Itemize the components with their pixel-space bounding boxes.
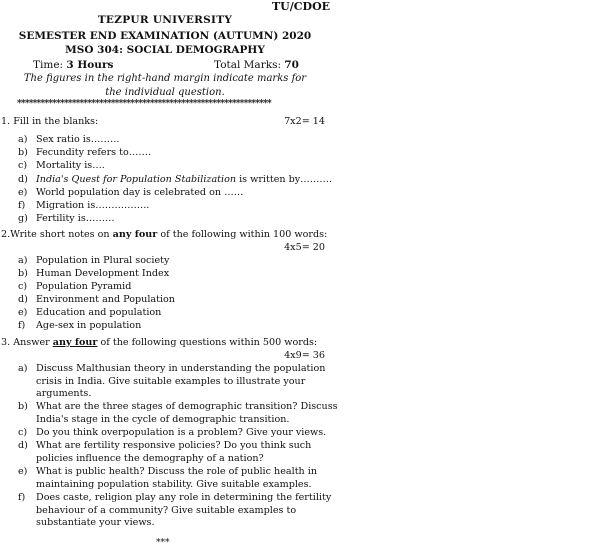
q1-item [18, 147, 151, 159]
q3-item-label: a) [18, 363, 28, 374]
q2-item-label: c) [18, 280, 28, 292]
q2-item-label: d) [18, 293, 28, 305]
q3-item-continuation [18, 479, 312, 491]
q1-marks: 7x2= 14 [284, 116, 325, 127]
q3-item [18, 363, 325, 375]
end-mark: *** [156, 538, 170, 548]
q3-item-continuation [18, 453, 264, 465]
q1-item-text: World population day is celebrated on …… [36, 186, 244, 198]
q2-item [18, 307, 161, 319]
q2-item [18, 255, 169, 267]
q3-item-line: substantiate your views. [36, 517, 155, 529]
q1-item [18, 213, 115, 225]
q2-heading-post: of the following within 100 words: [157, 229, 328, 240]
time-allowed [33, 59, 113, 71]
q3-item-line: behaviour of a community? Give suitable examples to [36, 504, 297, 516]
q2-item-label: e) [18, 306, 28, 318]
q3-item-line: Do you think overpopulation is a problem? Give your views. [36, 427, 327, 439]
q3-item-continuation [18, 414, 289, 426]
q1-item [18, 174, 332, 186]
q3-heading-pre: 3. Answer [1, 337, 53, 348]
q1-heading: 1. Fill in the blanks: [1, 116, 99, 127]
q2-item-text: Age-sex in population [36, 319, 142, 331]
q3-item-label: d) [18, 440, 28, 452]
q1-item-label: g) [18, 213, 28, 225]
q1-item-text: Fertility is……… [36, 213, 115, 225]
q2-heading [1, 229, 327, 241]
q1-item-label: a) [18, 134, 28, 145]
q2-marks: 4x5= 20 [284, 242, 325, 253]
q3-item-label: e) [18, 466, 28, 478]
q3-item-continuation [18, 505, 296, 517]
q3-item-line: What is public health? Discuss the role of public health in [36, 466, 318, 478]
reference-code: TU/CDOE [272, 0, 331, 13]
marks-value: 70 [284, 59, 299, 71]
q3-item-label: f) [18, 492, 26, 503]
time-value: 3 Hours [66, 59, 114, 71]
q3-item-line: maintaining population stability. Give suitable examples. [36, 478, 312, 490]
q3-item-line: arguments. [36, 388, 92, 400]
q3-item-line: What are fertility responsive policies? Do you think such [36, 440, 312, 452]
q3-heading-bold: any four [52, 337, 98, 348]
q2-item-text: Population Pyramid [36, 280, 132, 292]
q3-item [18, 427, 326, 439]
instruction-line-2: the individual question. [105, 87, 225, 98]
q3-item-line: Discuss Malthusian theory in understanding the population [36, 363, 326, 374]
q1-item [18, 160, 105, 172]
university-name: TEZPUR UNIVERSITY [97, 14, 233, 26]
q3-item [18, 440, 311, 452]
q1-item-book-title: India's Quest for Population Stabilization [36, 173, 237, 185]
q2-item-text: Education and population [36, 306, 162, 318]
q3-item [18, 492, 331, 504]
separator: ***************************************************************** [17, 99, 271, 109]
q2-heading-pre: 2.Write short notes on [1, 229, 113, 240]
q3-item-line: crisis in India. Give suitable examples to illustrate your [36, 375, 306, 387]
q3-item-label: c) [18, 427, 28, 439]
q3-item-continuation [18, 376, 305, 388]
q1-item [18, 187, 243, 199]
q1-item-text: Sex ratio is……… [36, 134, 120, 145]
q3-item [18, 401, 338, 413]
q1-item-label: f) [18, 200, 26, 211]
q2-item [18, 294, 175, 306]
q1-item [18, 134, 120, 146]
marks-label: Total Marks: [214, 59, 285, 71]
time-label: Time: [33, 59, 67, 71]
q1-item-text: Migration is…………….. [36, 200, 150, 211]
q2-item-label: f) [18, 319, 26, 331]
q1-item-label: d) [18, 173, 28, 185]
q3-item-line: Does caste, religion play any role in determining the fertility [36, 492, 332, 503]
q1-item-text: Fecundity refers to……. [36, 147, 151, 159]
q3-heading-post: of the following questions within 500 words: [97, 337, 318, 348]
q2-item-text: Population in Plural society [36, 255, 170, 266]
q3-item-line: policies influence the demography of a nation? [36, 453, 264, 464]
q2-item [18, 320, 141, 332]
q3-marks: 4x9= 36 [284, 350, 325, 361]
q1-item [18, 200, 149, 212]
total-marks [214, 59, 299, 71]
q3-heading [1, 337, 317, 349]
q1-item-label: b) [18, 147, 28, 159]
exam-title: SEMESTER END EXAMINATION (AUTUMN) 2020 [18, 30, 312, 42]
instruction-line-1: The figures in the right-hand margin indicate marks for [23, 73, 307, 84]
q1-item-label: e) [18, 186, 28, 198]
q1-item-text: Mortality is…. [36, 160, 105, 172]
q2-item-label: b) [18, 267, 28, 279]
q2-item [18, 268, 169, 280]
q2-item [18, 281, 131, 293]
q2-item-text: Human Development Index [36, 267, 170, 279]
q1-item-text: is written by………. [236, 173, 333, 185]
q2-heading-bold: any four [112, 229, 158, 240]
q3-item-continuation [18, 388, 91, 400]
q3-item-label: b) [18, 401, 28, 413]
q1-item-label: c) [18, 160, 28, 172]
q3-item-line: India's stage in the cycle of demographic transition. [36, 414, 290, 425]
q3-item [18, 466, 317, 478]
q2-item-label: a) [18, 255, 28, 266]
q3-item-line: What are the three stages of demographic transition? Discuss [36, 401, 338, 413]
q2-item-text: Environment and Population [36, 293, 175, 305]
paper-title: MSO 304: SOCIAL DEMOGRAPHY [65, 44, 265, 56]
q3-item-continuation [18, 517, 155, 529]
